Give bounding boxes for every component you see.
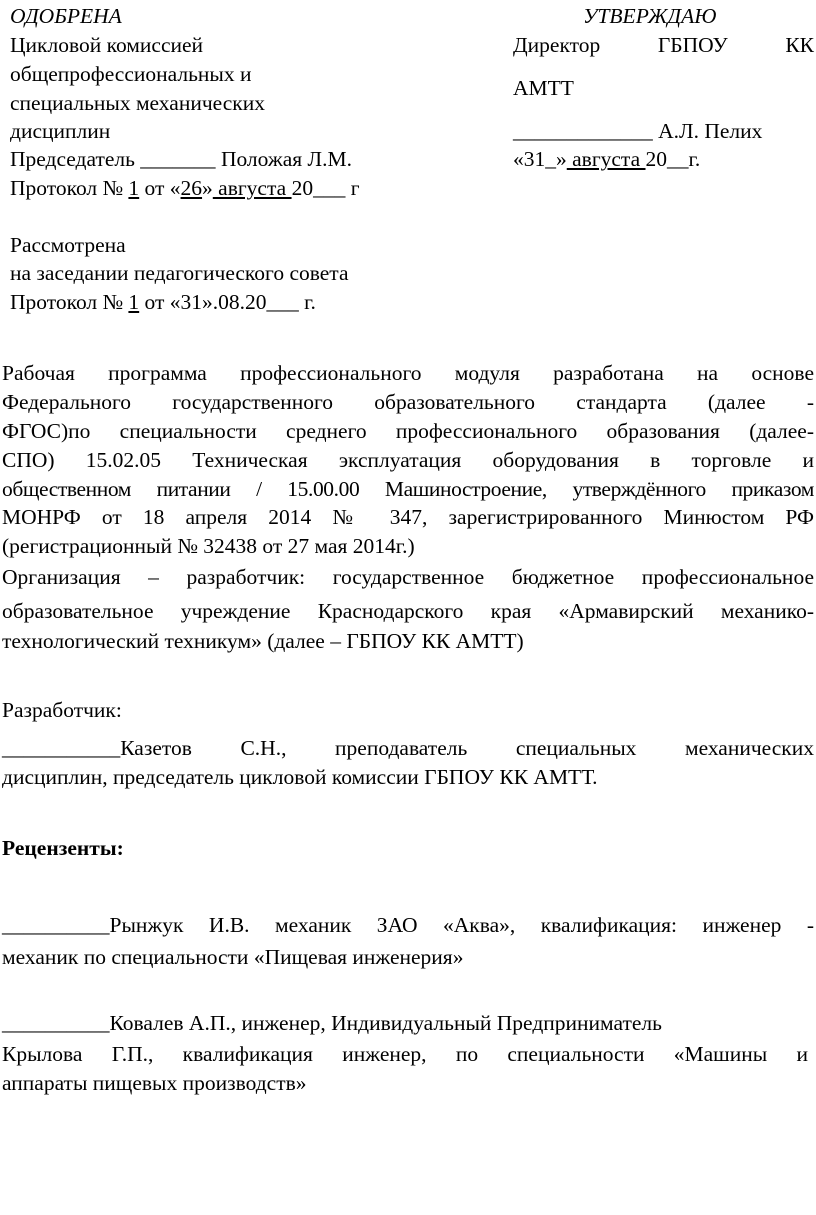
date-prefix: «31_» (513, 147, 567, 171)
reviewer-line: механик по специальности «Пищевая инженерия» (2, 945, 464, 969)
reviewers-label: Рецензенты: (2, 836, 124, 860)
chair-prefix: Председатель _______ (10, 147, 216, 171)
basis-line: общественном питании / 15.00.00 Машиностроение, утверждённого приказом (2, 477, 814, 501)
approved-line: специальных механических (10, 91, 265, 115)
date-year: 20__г. (645, 147, 701, 171)
council-protocol-rest: от «31».08.20___ г. (139, 290, 316, 314)
protocol-number: 1 (128, 176, 140, 200)
basis-line: СПО) 15.02.05 Техническая эксплуатация оборудования в торговле и (2, 448, 814, 472)
approved-chair (10, 145, 352, 174)
approved-protocol (10, 174, 360, 203)
org-line: образовательное учреждение Краснодарского края «Армавирский механико- (2, 599, 814, 623)
basis-line: Рабочая программа профессионального модуля разработана на основе (2, 361, 814, 385)
protocol-prefix: Протокол № (10, 176, 129, 200)
basis-line: ФГОС)по специальности среднего профессионального образования (далее- (2, 419, 814, 443)
basis-line: МОНРФ от 18 апреля 2014 № 347, зарегистрированного Минюстом РФ (2, 505, 814, 529)
org-line: Организация – разработчик: государственное бюджетное профессиональное (2, 565, 814, 589)
basis-line: Федерального государственного образовательного стандарта (далее - (2, 390, 814, 414)
developer-label: Разработчик: (2, 698, 122, 722)
role-word: Директор (513, 33, 601, 57)
reviewer-line: __________Рынжук И.В. механик ЗАО «Аква», квалификация: инженер - (2, 913, 814, 937)
confirm-role (513, 31, 814, 60)
approved-line: дисциплин (10, 119, 111, 143)
council-protocol-prefix: Протокол № (10, 290, 129, 314)
council-protocol (10, 288, 316, 317)
council-line: Рассмотрена (10, 233, 126, 257)
role-word: КК (785, 33, 814, 57)
protocol-day: 26 (180, 176, 203, 200)
protocol-month: августа (212, 176, 292, 200)
chair-name: Положая Л.М. (220, 147, 352, 171)
role-word: ГБПОУ (657, 33, 728, 57)
reviewer-line: Крылова Г.П., квалификация инженер, по специальности «Машины и (2, 1042, 808, 1066)
org-last-line: технологический техникум» (далее – ГБПОУ КК АМТТ) (2, 629, 524, 653)
approved-line: общепрофессиональных и (10, 62, 252, 86)
confirm-signature: _____________ А.Л. Пелих (513, 119, 763, 143)
confirm-heading: УТВЕРЖДАЮ (583, 4, 717, 28)
confirm-date (513, 145, 700, 174)
reviewer-line: __________Ковалев А.П., инженер, Индивидуальный Предприниматель (2, 1011, 662, 1035)
protocol-year: 20___ г (291, 176, 360, 200)
protocol-close: » (202, 176, 213, 200)
reviewer-line: аппараты пищевых производств» (2, 1071, 307, 1095)
developer-line: дисциплин, председатель цикловой комиссии ГБПОУ КК АМТТ. (2, 765, 598, 789)
date-month: августа (566, 147, 646, 171)
approved-line: Цикловой комиссией (10, 33, 204, 57)
confirm-org: АМТТ (513, 76, 574, 100)
developer-line: ___________Казетов С.Н., преподаватель специальных механических (2, 736, 814, 760)
basis-last-line: (регистрационный № 32438 от 27 мая 2014г.) (2, 534, 415, 558)
council-line: на заседании педагогического совета (10, 261, 349, 285)
approved-heading: ОДОБРЕНА (10, 4, 122, 28)
protocol-from: от « (139, 176, 181, 200)
council-protocol-number: 1 (128, 290, 140, 314)
